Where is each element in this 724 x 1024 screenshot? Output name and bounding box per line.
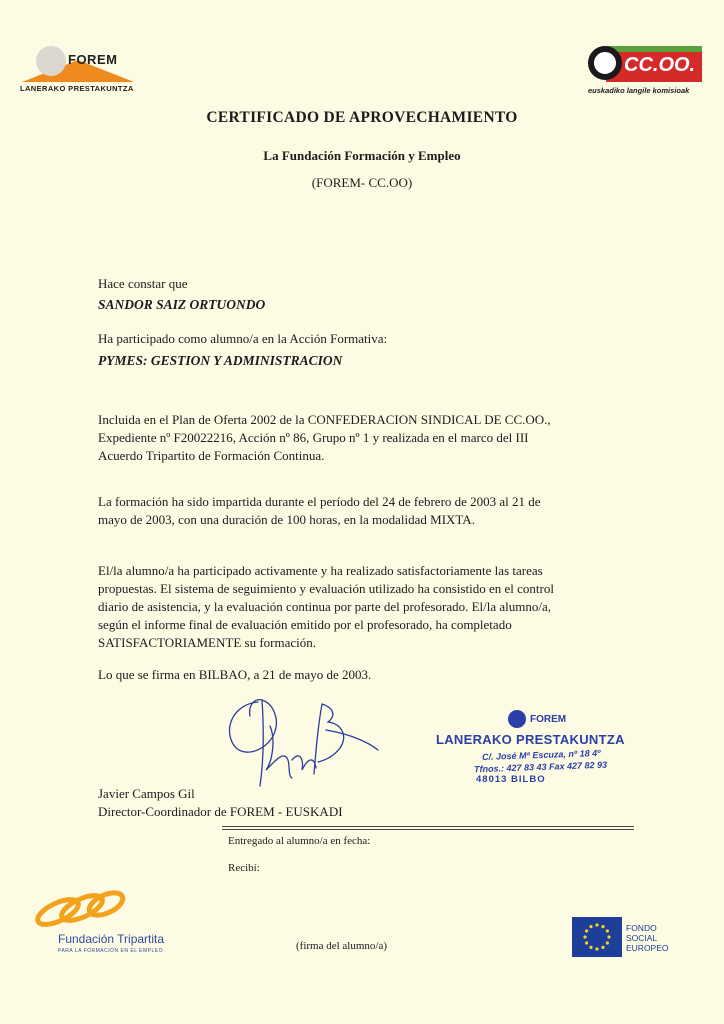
signatory-position: Director-Coordinador de FOREM - EUSKADI bbox=[98, 804, 343, 819]
tripartita-subtitle: PARA LA FORMACIÓN EN EL EMPLEO bbox=[58, 948, 164, 954]
stamp-logo-text: FOREM bbox=[530, 714, 567, 725]
divider bbox=[222, 826, 634, 827]
plan-line: Acuerdo Tripartito de Formación Continua. bbox=[98, 448, 325, 463]
plan-line: Incluida en el Plan de Oferta 2002 de la CONFEDERACION SINDICAL DE CC.OO., bbox=[98, 412, 551, 427]
tripartita-mark-icon bbox=[32, 886, 128, 928]
stamp-globe-icon bbox=[508, 710, 526, 728]
fondo-social-europeo-logo bbox=[572, 917, 692, 959]
certificate-title: CERTIFICADO DE APROVECHAMIENTO bbox=[206, 109, 518, 126]
signatory-name: Javier Campos Gil bbox=[98, 786, 195, 801]
plan-paragraph bbox=[98, 411, 618, 465]
eu-fund-line: EUROPEO bbox=[626, 943, 669, 953]
fundacion-tripartita-logo bbox=[28, 886, 188, 958]
evaluation-line: SATISFACTORIAMENTE su formación. bbox=[98, 635, 316, 650]
stamp-address: C/. José Mª Escuza, nº 18 4º bbox=[481, 747, 601, 763]
forem-stamp bbox=[436, 710, 636, 790]
course-name: PYMES: GESTION Y ADMINISTRACION bbox=[98, 353, 343, 368]
foundation-abbr: (FOREM- CC.OO) bbox=[311, 175, 413, 190]
stamp-phones: Tfnos.: 427 83 43 Fax 427 82 93 bbox=[473, 759, 608, 775]
forem-logo-subtitle: LANERAKO PRESTAKUNTZA bbox=[20, 84, 134, 93]
tripartita-name: Fundación Tripartita bbox=[58, 932, 165, 946]
intro-text: Hace constar que bbox=[98, 276, 188, 291]
plan-line: Expediente nº F20022216, Acción nº 86, Grupo nº 1 y realizada en el marco del III bbox=[98, 430, 529, 445]
signed-place-date: Lo que se firma en BILBAO, a 21 de mayo de 2003. bbox=[98, 667, 372, 682]
stamp-postal: 48013 BILBO bbox=[476, 774, 546, 785]
evaluation-line: propuestas. El sistema de seguimiento y evaluación utilizado ha consistido en el control bbox=[98, 581, 554, 596]
eu-fund-line: SOCIAL bbox=[626, 933, 658, 943]
ccoo-logo-name: CC.OO. bbox=[624, 54, 696, 76]
delivered-label: Entregado al alumno/a en fecha: bbox=[228, 835, 371, 847]
ccoo-ring-icon bbox=[588, 46, 622, 80]
evaluation-line: según el informe final de evaluación emitido por el profesorado, ha completado bbox=[98, 617, 512, 632]
ccoo-logo-subtitle: euskadiko langile komisioak bbox=[588, 86, 690, 95]
divider bbox=[222, 829, 634, 830]
stamp-line: LANERAKO PRESTAKUNTZA bbox=[436, 732, 625, 747]
forem-circle-icon bbox=[36, 46, 66, 76]
participation-text: Ha participado como alumno/a en la Acción Formativa: bbox=[98, 331, 388, 346]
period-paragraph bbox=[98, 493, 618, 529]
eu-flag-icon bbox=[572, 917, 622, 957]
student-signature-label: (firma del alumno/a) bbox=[296, 940, 388, 952]
foundation-name: La Fundación Formación y Empleo bbox=[263, 148, 461, 163]
evaluation-line: El/la alumno/a ha participado activamente y ha realizado satisfactoriamente las tareas bbox=[98, 563, 543, 578]
director-signature bbox=[218, 690, 388, 790]
forem-logo bbox=[20, 44, 150, 96]
student-name: SANDOR SAIZ ORTUONDO bbox=[98, 297, 266, 312]
evaluation-line: diario de asistencia, y la evaluación continua por parte del profesorado. El/la alumno/a, bbox=[98, 599, 552, 614]
period-line: La formación ha sido impartida durante el período del 24 de febrero de 2003 al 21 de bbox=[98, 494, 541, 509]
received-label: Recibí: bbox=[228, 862, 260, 874]
evaluation-paragraph bbox=[98, 562, 618, 652]
eu-fund-line: FONDO bbox=[626, 923, 657, 933]
eu-fund-text bbox=[626, 923, 669, 953]
period-line: mayo de 2003, con una duración de 100 horas, en la modalidad MIXTA. bbox=[98, 512, 475, 527]
ccoo-logo bbox=[586, 44, 704, 100]
forem-logo-name: FOREM bbox=[68, 52, 118, 67]
